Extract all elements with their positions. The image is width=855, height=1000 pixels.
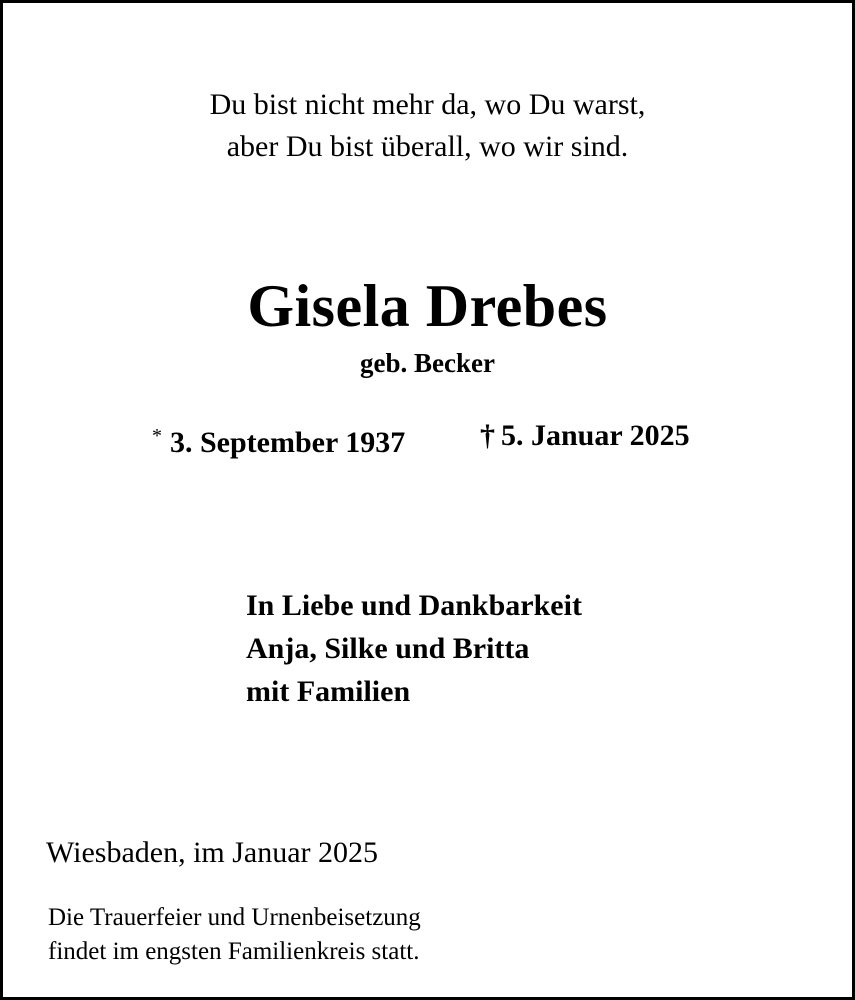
signature-line-3: mit Familien <box>246 675 411 708</box>
birth-symbol: * <box>152 425 162 447</box>
death-date: 5. Januar 2025 <box>501 419 690 452</box>
place-and-date: Wiesbaden, im Januar 2025 <box>46 836 379 869</box>
deceased-name: Gisela Drebes <box>247 273 608 339</box>
quote-line-2: aber Du bist überall, wo wir sind. <box>226 130 629 163</box>
signature-line-2: Anja, Silke und Britta <box>246 632 530 665</box>
death-symbol: † <box>480 419 495 452</box>
mourners-signature <box>246 584 582 713</box>
signature-line-1: In Liebe und Dankbarkeit <box>246 589 582 622</box>
birth-date: 3. September 1937 <box>170 426 406 459</box>
maiden-name: geb. Becker <box>360 348 495 378</box>
funeral-notice <box>48 901 421 969</box>
death-date-line <box>480 418 690 454</box>
birth-date-line <box>152 418 405 461</box>
memorial-quote <box>0 84 855 168</box>
quote-line-1: Du bist nicht mehr da, wo Du warst, <box>209 88 646 121</box>
notice-line-1: Die Trauerfeier und Urnenbeisetzung <box>48 904 421 931</box>
notice-line-2: findet im engsten Familienkreis statt. <box>48 938 420 965</box>
